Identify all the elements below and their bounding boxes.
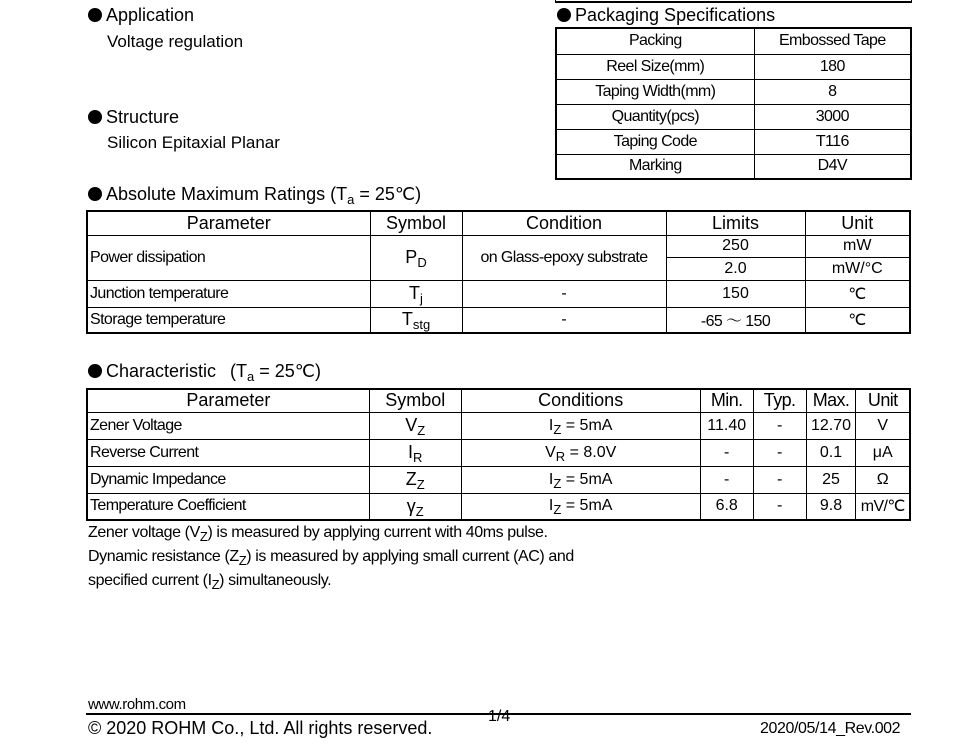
- bullet-icon: [88, 8, 102, 22]
- reverse-current-typ: -: [753, 439, 806, 466]
- characteristic-header: Conditions: [461, 389, 700, 412]
- zener-voltage-symbol: $V_Z$: [369, 412, 461, 439]
- temperature-coefficient-typ: -: [753, 493, 806, 520]
- bullet-icon: [88, 364, 102, 378]
- characteristic-header: Parameter: [87, 389, 369, 412]
- footer-revision: 2020/05/14_Rev.002: [760, 720, 901, 737]
- characteristic-table: [86, 388, 911, 521]
- bullet-icon: [88, 187, 102, 201]
- packaging-value: 3000: [754, 104, 911, 129]
- zener-voltage-min: 11.40: [700, 412, 753, 439]
- table-row: [87, 466, 910, 493]
- reverse-current-unit: μA: [856, 439, 910, 466]
- temperature-coefficient-min: 6.8: [700, 493, 753, 520]
- power-dissipation-derating-limit: 2.0: [666, 257, 805, 280]
- packaging-label: Quantity(pcs): [556, 104, 754, 129]
- structure-heading: Structure: [88, 107, 179, 128]
- power-dissipation-limit: 250: [666, 235, 805, 257]
- abs-max-header: Unit: [805, 211, 910, 235]
- reverse-current-symbol: $I_R$: [369, 439, 461, 466]
- characteristic-header: Typ.: [753, 389, 806, 412]
- storage-temperature-condition: -: [462, 307, 666, 333]
- temperature-coefficient-param: Temperature Coefficient: [87, 493, 369, 520]
- table-row: [87, 412, 910, 439]
- power-dissipation-condition: on Glass-epoxy substrate: [462, 235, 666, 280]
- table-row: [87, 493, 910, 520]
- structure-text: Silicon Epitaxial Planar: [107, 133, 280, 152]
- abs-max-header: Symbol: [370, 211, 462, 235]
- dynamic-impedance-symbol: $Z_Z$: [369, 466, 461, 493]
- packaging-value: D4V: [754, 154, 911, 179]
- packaging-label: Reel Size(mm): [556, 54, 754, 79]
- dynamic-impedance-max: 25: [806, 466, 856, 493]
- application-text: Voltage regulation: [107, 32, 244, 51]
- zener-voltage-max: 12.70: [806, 412, 856, 439]
- packaging-table: [555, 27, 912, 180]
- bullet-icon: [557, 8, 571, 22]
- packaging-label: Marking: [556, 154, 754, 179]
- packaging-value: 8: [754, 79, 911, 104]
- characteristic-header: Symbol: [369, 389, 461, 412]
- packaging-value: T116: [754, 129, 911, 154]
- note-specified-current: specified current $(I_Z)$ simultaneously.: [88, 572, 332, 592]
- packaging-label: Packing: [556, 28, 754, 54]
- storage-temperature-param: Storage temperature: [87, 307, 370, 333]
- abs-max-header: Parameter: [87, 211, 370, 235]
- reverse-current-max: 0.1: [806, 439, 856, 466]
- footer-copyright: © 2020 ROHM Co., Ltd. All rights reserved.: [88, 718, 433, 738]
- temperature-coefficient-condition: $I_Z = 5mA$: [461, 493, 700, 520]
- abs-max-header: Condition: [462, 211, 666, 235]
- storage-temperature-symbol: $T_{stg}$: [370, 307, 462, 333]
- abs-max-table: [86, 210, 911, 334]
- junction-temperature-symbol: $T_j$: [370, 280, 462, 307]
- dynamic-impedance-min: -: [700, 466, 753, 493]
- power-dissipation-unit: mW: [805, 235, 910, 257]
- temperature-coefficient-max: 9.8: [806, 493, 856, 520]
- zener-voltage-unit: V: [856, 412, 910, 439]
- footer-page-number: 1/4: [488, 708, 511, 725]
- table-row: [87, 439, 910, 466]
- storage-temperature-unit: ℃: [805, 307, 910, 333]
- dynamic-impedance-unit: Ω: [856, 466, 910, 493]
- power-dissipation-param: Power dissipation: [87, 235, 370, 280]
- bullet-icon: [88, 110, 102, 124]
- abs-max-heading: Absolute Maximum Ratings ($T_a$ = 25℃): [88, 184, 421, 205]
- note-zener-voltage: Zener voltage $(V_Z)$ is measured by applying current with 40ms pulse.: [88, 524, 548, 544]
- reverse-current-min: -: [700, 439, 753, 466]
- application-heading: Application: [88, 5, 194, 26]
- storage-temperature-limit: -65 ～ 150: [666, 307, 805, 333]
- reverse-current-condition: $V_R = 8.0V$: [461, 439, 700, 466]
- characteristic-header: Max.: [806, 389, 856, 412]
- junction-temperature-unit: ℃: [805, 280, 910, 307]
- packaging-value: Embossed Tape: [754, 28, 911, 54]
- packaging-top-edge: [555, 0, 912, 3]
- power-dissipation-derating-unit: mW/°C: [805, 257, 910, 280]
- zener-voltage-typ: -: [753, 412, 806, 439]
- packaging-value: 180: [754, 54, 911, 79]
- temperature-coefficient-unit: mV/℃: [856, 493, 910, 520]
- dynamic-impedance-typ: -: [753, 466, 806, 493]
- packaging-label: Taping Width(mm): [556, 79, 754, 104]
- power-dissipation-symbol: $P_D$: [370, 235, 462, 280]
- footer-url[interactable]: www.rohm.com: [88, 696, 186, 713]
- dynamic-impedance-param: Dynamic Impedance: [87, 466, 369, 493]
- temperature-coefficient-symbol: $\gamma_Z$: [369, 493, 461, 520]
- note-dynamic-resistance: Dynamic resistance $(Z_Z)$ is measured by applying small current (AC) and: [88, 548, 574, 568]
- characteristic-header: Min.: [700, 389, 753, 412]
- dynamic-impedance-condition: $I_Z = 5mA$: [461, 466, 700, 493]
- reverse-current-param: Reverse Current: [87, 439, 369, 466]
- characteristic-header: Unit: [856, 389, 910, 412]
- junction-temperature-limit: 150: [666, 280, 805, 307]
- zener-voltage-param: Zener Voltage: [87, 412, 369, 439]
- characteristic-heading: Characteristic ($T_a$ = 25℃): [88, 361, 321, 382]
- junction-temperature-condition: -: [462, 280, 666, 307]
- zener-voltage-condition: $I_Z = 5mA$: [461, 412, 700, 439]
- junction-temperature-param: Junction temperature: [87, 280, 370, 307]
- packaging-label: Taping Code: [556, 129, 754, 154]
- packaging-heading: Packaging Specifications: [557, 5, 775, 26]
- abs-max-header: Limits: [666, 211, 805, 235]
